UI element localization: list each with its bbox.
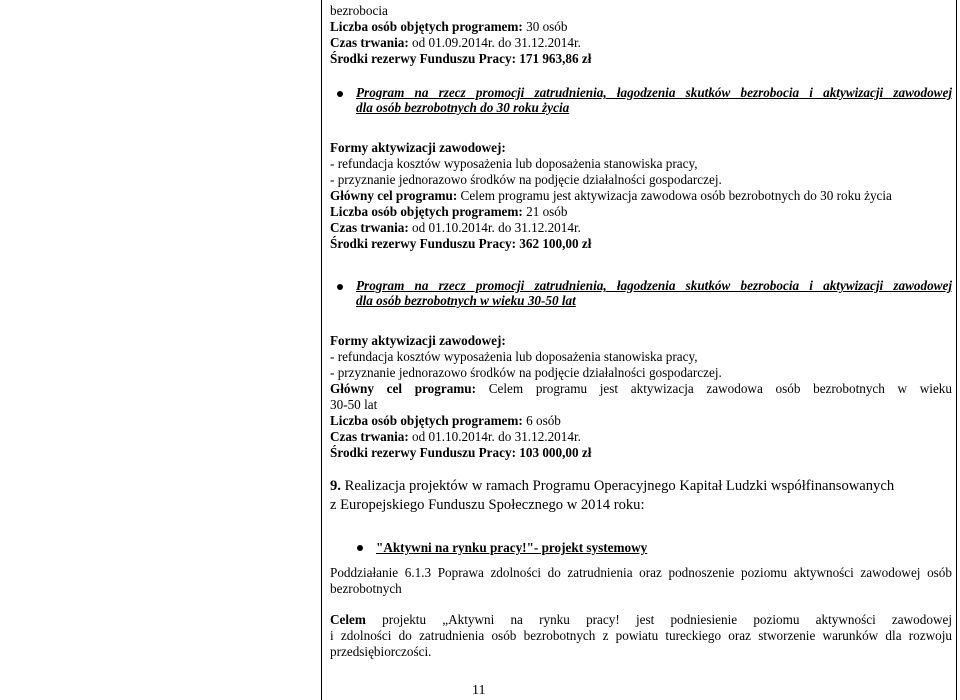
forms-label: Formy aktywizacji zawodowej: (330, 140, 506, 155)
bullet-icon (337, 91, 343, 97)
aim-line: Celem projektu „Aktywni na rynku pracy! jest podniesienie poziomu aktywności zawodowej (330, 612, 952, 627)
forms-label: Formy aktywizacji zawodowej: (330, 333, 506, 348)
form-item: - refundacja kosztów wyposażenia lub doposażenia stanowiska pracy, (330, 156, 698, 171)
duration-line: Czas trwania: od 01.10.2014r. do 31.12.2014r. (330, 429, 581, 444)
program-title-line2: dla osób bezrobotnych do 30 roku życia (356, 100, 570, 115)
program-title-line2: dla osób bezrobotnych w wieku 30-50 lat (356, 293, 576, 308)
participants-line: Liczba osób objętych programem: 21 osób (330, 204, 568, 219)
table-column-divider-right (956, 0, 957, 700)
funds-line: Środki rezerwy Funduszu Pracy: 362 100,00 zł (330, 236, 592, 251)
duration-line: Czas trwania: od 01.09.2014r. do 31.12.2014r. (330, 35, 581, 50)
funds-line: Środki rezerwy Funduszu Pracy: 171 963,86 zł (330, 51, 592, 66)
form-item: - refundacja kosztów wyposażenia lub doposażenia stanowiska pracy, (330, 349, 698, 364)
funds-line: Środki rezerwy Funduszu Pracy: 103 000,00 zł (330, 445, 592, 460)
subaction-line2: bezrobotnych (330, 581, 402, 596)
page-number: 11 (472, 683, 486, 698)
program-title: Program na rzecz promocji zatrudnienia, łagodzenia skutków bezrobocia i aktywizacji zawodowej (356, 278, 952, 293)
program-title: Program na rzecz promocji zatrudnienia, łagodzenia skutków bezrobocia i aktywizacji zawodowej (356, 85, 952, 100)
bullet-icon (337, 284, 343, 290)
form-item: - przyznanie jednorazowo środków na podjęcie działalności gospodarczej. (330, 172, 722, 187)
table-column-divider-left (321, 0, 322, 700)
text-line: bezrobocia (330, 3, 388, 18)
goal-line: Główny cel programu: Celem programu jest aktywizacja zawodowa osób bezrobotnych do 30 roku życia (330, 188, 892, 203)
subaction-line: Poddziałanie 6.1.3 Poprawa zdolności do zatrudnienia oraz podnoszenie poziomu aktywności zawodowej osób (330, 565, 952, 580)
duration-line: Czas trwania: od 01.10.2014r. do 31.12.2014r. (330, 220, 581, 235)
form-item: - przyznanie jednorazowo środków na podjęcie działalności gospodarczej. (330, 365, 722, 380)
project-title: "Aktywni na rynku pracy!"- projekt systemowy (376, 540, 648, 555)
aim-line3: przedsiębiorczości. (330, 644, 432, 659)
goal-line: Główny cel programu: Celem programu jest aktywizacja zawodowa osób bezrobotnych w wieku (330, 381, 952, 396)
bullet-icon (357, 545, 363, 551)
section-heading-line2: z Europejskiego Funduszu Społecznego w 2014 roku: (330, 497, 645, 513)
participants-line: Liczba osób objętych programem: 30 osób (330, 19, 568, 34)
participants-line: Liczba osób objętych programem: 6 osób (330, 413, 561, 428)
goal-line-cont: 30-50 lat (330, 397, 378, 412)
aim-line2: i zdolności do zatrudnienia osób bezrobotnych z powiatu tureckiego oraz stworzenie warunków dla rozwoju (330, 628, 952, 643)
section-heading: 9. Realizacja projektów w ramach Programu Operacyjnego Kapitał Ludzki współfinansowanych (330, 478, 895, 494)
